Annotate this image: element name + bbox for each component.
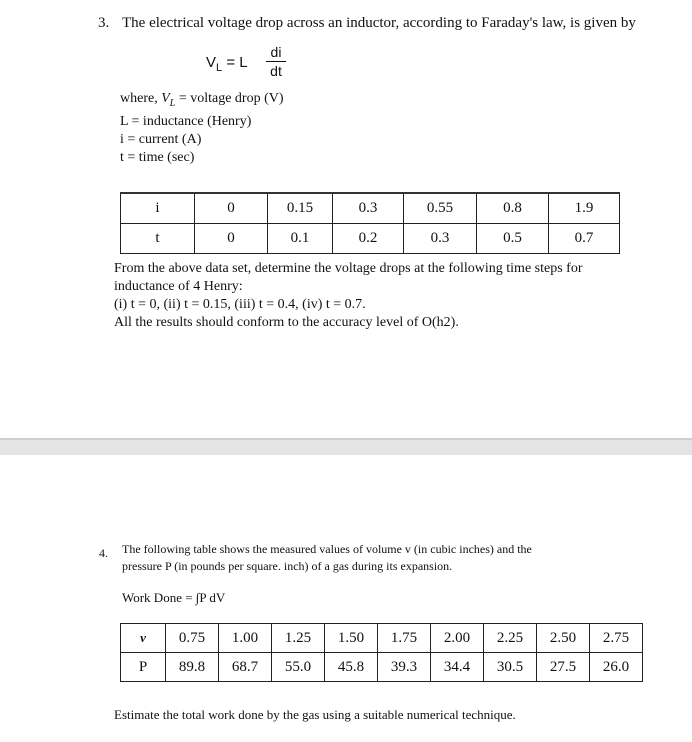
- definition-current: i = current (A): [120, 131, 202, 147]
- table-cell: 0.15: [268, 193, 333, 224]
- page-2: [0, 455, 692, 742]
- table-row: [121, 653, 643, 682]
- table-cell: 1.50: [325, 624, 378, 653]
- table-cell: 0.55: [404, 193, 477, 224]
- row-label: P: [121, 653, 166, 682]
- definitions: [120, 90, 284, 167]
- table-cell: 89.8: [166, 653, 219, 682]
- table-cell: 0: [195, 224, 268, 254]
- question-3-text: The electrical voltage drop across an inductor, according to Faraday's law, is given by: [122, 15, 636, 31]
- table-cell: 1.25: [272, 624, 325, 653]
- fraction-bar: [266, 61, 286, 62]
- definition-inductance: L = inductance (Henry): [120, 113, 252, 129]
- table-cell: 26.0: [590, 653, 643, 682]
- table-cell: 27.5: [537, 653, 590, 682]
- table-row: [121, 193, 620, 224]
- table-cell: 45.8: [325, 653, 378, 682]
- table-cell: 0.1: [268, 224, 333, 254]
- table-cell: 55.0: [272, 653, 325, 682]
- table-cell: 2.25: [484, 624, 537, 653]
- table-cell: 2.00: [431, 624, 484, 653]
- table-cell: 1.75: [378, 624, 431, 653]
- table-cell: 0.3: [404, 224, 477, 254]
- instruction-line: (i) t = 0, (ii) t = 0.15, (iii) t = 0.4, (iv) t = 0.7.: [114, 297, 366, 312]
- formula-denominator: dt: [270, 63, 282, 79]
- table-cell: 0.2: [333, 224, 404, 254]
- row-label: v: [121, 624, 166, 653]
- table-cell: 30.5: [484, 653, 537, 682]
- table-cell: 0: [195, 193, 268, 224]
- table-cell: 1.00: [219, 624, 272, 653]
- question-3-instructions: [114, 260, 583, 332]
- formula-lhs: $V_L = L$: [206, 54, 248, 74]
- table-cell: 39.3: [378, 653, 431, 682]
- definition-time: t = time (sec): [120, 149, 195, 165]
- table-row: [121, 224, 620, 254]
- question-4-text: [122, 541, 532, 575]
- table-cell: 0.3: [333, 193, 404, 224]
- instruction-line: From the above data set, determine the voltage drops at the following time steps for: [114, 261, 583, 276]
- question-4-number: 4.: [99, 546, 108, 560]
- formula-numerator: di: [270, 44, 282, 60]
- page-separator: [0, 438, 692, 455]
- definition-voltage: where, $V_L$ = voltage drop (V): [120, 91, 284, 109]
- question-3-number: 3.: [98, 15, 110, 31]
- table-cell: 68.7: [219, 653, 272, 682]
- instruction-line: All the results should conform to the accuracy level of O(h2).: [114, 315, 459, 330]
- table-cell: 0.5: [477, 224, 549, 254]
- table-cell: 2.75: [590, 624, 643, 653]
- row-label: i: [121, 193, 195, 224]
- row-label: t: [121, 224, 195, 254]
- work-done-formula: Work Done = ∫P dV: [122, 590, 226, 605]
- table-cell: 34.4: [431, 653, 484, 682]
- question-4-instruction: Estimate the total work done by the gas using a suitable numerical technique.: [114, 707, 516, 722]
- current-time-table: [120, 192, 620, 254]
- table-cell: 0.75: [166, 624, 219, 653]
- faraday-formula: [206, 44, 296, 84]
- table-row: [121, 624, 643, 653]
- question-line: The following table shows the measured values of volume v (in cubic inches) and the: [122, 542, 532, 556]
- table-cell: 2.50: [537, 624, 590, 653]
- volume-pressure-table: [120, 623, 643, 682]
- table-cell: 1.9: [549, 193, 620, 224]
- instruction-line: inductance of 4 Henry:: [114, 279, 243, 294]
- page-separator-line: [0, 438, 692, 440]
- question-line: pressure P (in pounds per square. inch) of a gas during its expansion.: [122, 559, 453, 573]
- table-cell: 0.8: [477, 193, 549, 224]
- table-cell: 0.7: [549, 224, 620, 254]
- formula-fraction: [266, 44, 286, 79]
